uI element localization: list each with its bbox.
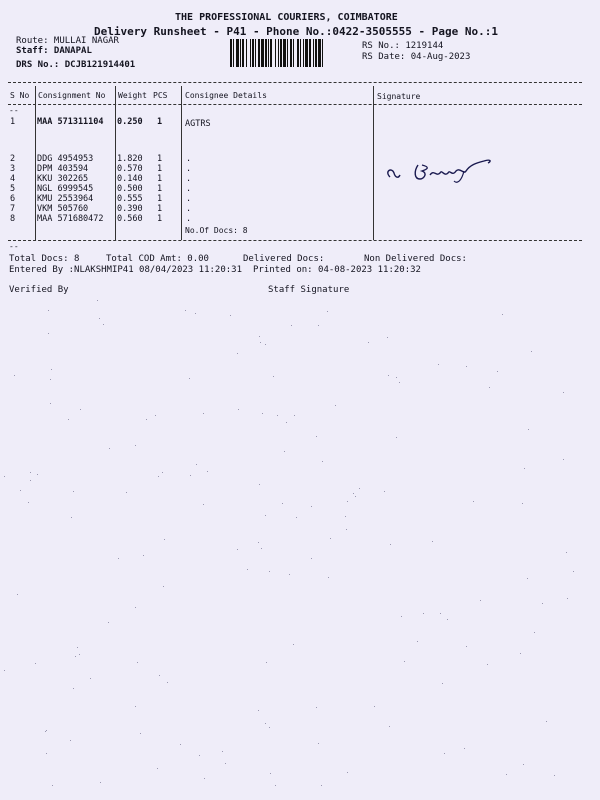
row-consignment: NGL 6999545: [37, 184, 94, 194]
drs-number: DRS No.: DCJB121914401: [16, 60, 136, 70]
row-weight: 0.140: [117, 174, 143, 184]
row-pcs: 1: [157, 204, 163, 214]
speck: [534, 632, 535, 633]
speck: [311, 506, 312, 507]
speck: [247, 569, 248, 570]
col-header-consignment: Consignment No: [38, 91, 106, 100]
speck: [199, 755, 200, 756]
speck: [546, 721, 547, 722]
speck: [50, 379, 51, 380]
speck: [99, 318, 100, 319]
non-delivered-docs: Non Delivered Docs:: [364, 254, 467, 264]
row-sno: 5: [10, 184, 16, 194]
speck: [167, 682, 168, 683]
speck: [17, 594, 18, 595]
speck: [48, 310, 49, 311]
speck: [404, 661, 405, 662]
row-consignment: DPM 403594: [37, 164, 89, 174]
row-consignment: KKU 302265: [37, 174, 89, 184]
speck: [273, 376, 274, 377]
speck: [396, 377, 397, 378]
row-consignment: DDG 4954953: [37, 154, 94, 164]
total-cod-amount: Total COD Amt: 0.00: [106, 254, 209, 264]
speck: [103, 324, 104, 325]
col-header-sno: S No: [10, 91, 30, 100]
barcode-bar: [265, 39, 267, 67]
speck: [506, 774, 507, 775]
speck: [100, 782, 101, 783]
speck: [480, 600, 481, 601]
col-header-weight: Weight: [118, 91, 147, 100]
speck: [35, 663, 36, 664]
row-consignee: .: [186, 194, 192, 204]
speck: [464, 748, 465, 749]
speck: [423, 613, 424, 614]
speck: [316, 707, 317, 708]
row-sno: 2: [10, 154, 16, 164]
speck: [207, 471, 208, 472]
runsheet-title: Delivery Runsheet - P41 - Phone No.:0422-3505555 - Page No.:1: [94, 25, 498, 38]
speck: [159, 675, 160, 676]
speck: [259, 484, 260, 485]
row-consignee: .: [186, 204, 192, 214]
row-consignee: .: [186, 164, 192, 174]
speck: [284, 451, 285, 452]
speck: [293, 644, 294, 645]
speck: [162, 472, 163, 473]
speck: [487, 664, 488, 665]
barcode-bar: [250, 39, 251, 67]
speck: [90, 678, 91, 679]
speck: [396, 437, 397, 438]
barcode-bar: [268, 39, 269, 67]
speck: [259, 336, 260, 337]
speck: [140, 733, 141, 734]
speck: [502, 314, 503, 315]
barcode-bar: [315, 39, 317, 67]
speck: [68, 419, 69, 420]
speck: [71, 517, 72, 518]
speck: [528, 429, 529, 430]
speck: [554, 775, 555, 776]
staff-label: Staff: DANAPAL: [16, 46, 92, 56]
speck: [442, 683, 443, 684]
barcode-bar: [278, 39, 279, 67]
barcode-bar: [270, 39, 272, 67]
row-sno: 7: [10, 204, 16, 214]
row-consignment: MAA 571680472: [37, 214, 104, 224]
speck: [204, 778, 205, 779]
row-consignment: MAA 571311104: [37, 117, 104, 127]
speck: [567, 598, 568, 599]
speck: [261, 548, 262, 549]
speck: [390, 544, 391, 545]
speck: [321, 785, 322, 786]
speck: [260, 342, 261, 343]
speck: [277, 415, 278, 416]
speck: [108, 622, 109, 623]
row-consignee: .: [186, 184, 192, 194]
row-pcs: 1: [157, 174, 163, 184]
speck: [347, 501, 348, 502]
speck: [296, 517, 297, 518]
speck: [311, 558, 312, 559]
speck: [563, 392, 564, 393]
speck: [73, 688, 74, 689]
rs-date: RS Date: 04-Aug-2023: [362, 52, 471, 62]
speck: [355, 496, 356, 497]
speck: [318, 325, 319, 326]
speck: [258, 710, 259, 711]
speck: [30, 480, 31, 481]
row-pcs: 1: [157, 214, 163, 224]
speck: [126, 492, 127, 493]
speck: [238, 409, 239, 410]
barcode-bar: [318, 39, 321, 67]
speck: [4, 476, 5, 477]
barcode-bar: [261, 39, 264, 67]
speck: [374, 706, 375, 707]
rule-top: [8, 82, 582, 83]
speck: [327, 311, 328, 312]
speck: [135, 445, 136, 446]
speck: [265, 344, 266, 345]
barcode-bar: [313, 39, 314, 67]
row-sno: 8: [10, 214, 16, 224]
rs-number: RS No.: 1219144: [362, 41, 444, 51]
speck: [447, 619, 448, 620]
speck: [52, 785, 53, 786]
speck: [282, 503, 283, 504]
barcode-bar: [305, 39, 308, 67]
row-pcs: 1: [157, 117, 163, 127]
speck: [163, 586, 164, 587]
speck: [266, 662, 267, 663]
speck: [289, 574, 290, 575]
speck: [164, 539, 165, 540]
barcode-bar: [240, 39, 241, 67]
speck: [158, 476, 159, 477]
handwritten-signature: [380, 155, 500, 187]
speck: [80, 409, 81, 410]
speck: [30, 472, 31, 473]
speck: [389, 726, 390, 727]
row-consignment: VKM 505760: [37, 204, 89, 214]
barcode-bar: [236, 39, 239, 67]
speck: [237, 353, 238, 354]
speck: [135, 706, 136, 707]
speck: [527, 578, 528, 579]
speck: [180, 744, 181, 745]
speck: [195, 313, 196, 314]
speck: [345, 516, 346, 517]
speck: [275, 785, 276, 786]
speck: [497, 371, 498, 372]
row-consignee: .: [186, 174, 192, 184]
speck: [316, 436, 317, 437]
delivered-docs: Delivered Docs:: [243, 254, 325, 264]
row-sno: 3: [10, 164, 16, 174]
row-sno: 6: [10, 194, 16, 204]
speck: [262, 413, 263, 414]
speck: [225, 763, 226, 764]
barcode-bar: [293, 39, 294, 67]
leading-mark: --: [9, 106, 19, 115]
speck: [75, 656, 76, 657]
col-header-signature: Signature: [377, 92, 421, 101]
speck: [137, 662, 138, 663]
trailing-mark: --: [9, 242, 19, 251]
row-pcs: 1: [157, 154, 163, 164]
speck: [265, 723, 266, 724]
speck: [444, 753, 445, 754]
barcode-bar: [233, 39, 234, 67]
row-pcs: 1: [157, 184, 163, 194]
rule-header: [8, 104, 582, 105]
row-sno: 1: [10, 117, 16, 127]
speck: [542, 603, 543, 604]
speck: [522, 503, 523, 504]
speck: [20, 490, 21, 491]
speck: [203, 504, 204, 505]
speck: [328, 577, 329, 578]
speck: [37, 474, 38, 475]
col-divider-2: [115, 86, 116, 240]
speck: [401, 616, 402, 617]
speck: [399, 382, 400, 383]
speck: [157, 768, 158, 769]
route-label: Route: MULLAI NAGAR: [16, 36, 119, 46]
row-consignee: .: [186, 214, 192, 224]
row-weight: 0.250: [117, 117, 143, 127]
barcode-bar: [275, 39, 276, 67]
speck: [566, 552, 567, 553]
barcode-bar: [252, 39, 254, 67]
speck: [269, 727, 270, 728]
barcode-bar: [230, 39, 232, 67]
speck: [203, 413, 204, 414]
total-docs: Total Docs: 8: [9, 254, 80, 264]
speck: [237, 549, 238, 550]
speck: [417, 641, 418, 642]
speck: [346, 529, 347, 530]
speck: [489, 387, 490, 388]
speck: [353, 493, 354, 494]
row-sno: 4: [10, 174, 16, 184]
no-of-docs: No.Of Docs: 8: [185, 226, 248, 235]
speck: [270, 773, 271, 774]
col-header-pcs: PCS: [153, 91, 168, 100]
speck: [384, 491, 385, 492]
row-consignee: AGTRS: [185, 119, 211, 129]
barcode-bar: [309, 39, 311, 67]
row-consignment: KMU 2553964: [37, 194, 94, 204]
speck: [46, 730, 47, 731]
speck: [294, 415, 295, 416]
barcode-bar: [322, 39, 323, 67]
speck: [79, 654, 80, 655]
barcode-bar: [287, 39, 288, 67]
printed-on: Printed on: 04-08-2023 11:20:32: [253, 265, 421, 275]
speck: [286, 422, 287, 423]
speck: [335, 405, 336, 406]
barcode-bar: [283, 39, 286, 67]
speck: [368, 342, 369, 343]
speck: [520, 653, 521, 654]
speck: [97, 300, 98, 301]
speck: [347, 772, 348, 773]
speck: [185, 310, 186, 311]
barcode-bar: [297, 39, 299, 67]
speck: [4, 670, 5, 671]
speck: [330, 538, 331, 539]
speck: [143, 555, 144, 556]
row-consignee: .: [186, 154, 192, 164]
speck: [291, 325, 292, 326]
speck: [48, 333, 49, 334]
speck: [269, 571, 270, 572]
speck: [45, 731, 46, 732]
speck: [135, 607, 136, 608]
speck: [322, 461, 323, 462]
verified-by: Verified By: [9, 285, 69, 295]
speck: [531, 351, 532, 352]
speck: [573, 571, 574, 572]
row-weight: 0.560: [117, 214, 143, 224]
row-pcs: 1: [157, 164, 163, 174]
speck: [524, 468, 525, 469]
row-weight: 0.500: [117, 184, 143, 194]
col-header-consignee: Consignee Details: [185, 91, 267, 100]
speck: [196, 464, 197, 465]
speck: [155, 415, 156, 416]
speck: [265, 515, 266, 516]
speck: [432, 541, 433, 542]
speck: [523, 764, 524, 765]
barcode-bar: [246, 39, 247, 67]
speck: [258, 542, 259, 543]
speck: [388, 375, 389, 376]
speck: [118, 558, 119, 559]
rule-bottom: [8, 240, 582, 241]
staff-signature: Staff Signature: [268, 285, 350, 295]
speck: [14, 375, 15, 376]
col-divider-1: [35, 86, 36, 240]
speck: [73, 491, 74, 492]
speck: [51, 369, 52, 370]
speck: [387, 337, 388, 338]
speck: [146, 419, 147, 420]
barcode-bar: [280, 39, 282, 67]
barcode-bar: [242, 39, 244, 67]
barcode-bar: [303, 39, 304, 67]
entered-by: Entered By :NLAKSHMIP41 08/04/2023 11:20:31: [9, 265, 242, 275]
barcode-bar: [258, 39, 260, 67]
speck: [563, 459, 564, 460]
speck: [190, 475, 191, 476]
speck: [318, 743, 319, 744]
barcode-bar: [255, 39, 256, 67]
row-pcs: 1: [157, 194, 163, 204]
speck: [222, 751, 223, 752]
col-divider-4: [373, 86, 374, 240]
row-weight: 0.570: [117, 164, 143, 174]
speck: [473, 501, 474, 502]
speck: [359, 488, 360, 489]
speck: [189, 378, 190, 379]
barcode-image: [230, 39, 353, 67]
speck: [50, 403, 51, 404]
speck: [28, 502, 29, 503]
speck: [466, 366, 467, 367]
speck: [230, 315, 231, 316]
speck: [109, 448, 110, 449]
speck: [70, 740, 71, 741]
row-weight: 1.820: [117, 154, 143, 164]
row-weight: 0.390: [117, 204, 143, 214]
speck: [440, 613, 441, 614]
speck: [466, 646, 467, 647]
barcode-bar: [290, 39, 292, 67]
speck: [77, 647, 78, 648]
col-divider-3: [181, 86, 182, 240]
speck: [46, 753, 47, 754]
company-name: THE PROFESSIONAL COURIERS, COIMBATORE: [175, 12, 398, 23]
row-weight: 0.555: [117, 194, 143, 204]
barcode-bar: [300, 39, 301, 67]
speck: [438, 364, 439, 365]
